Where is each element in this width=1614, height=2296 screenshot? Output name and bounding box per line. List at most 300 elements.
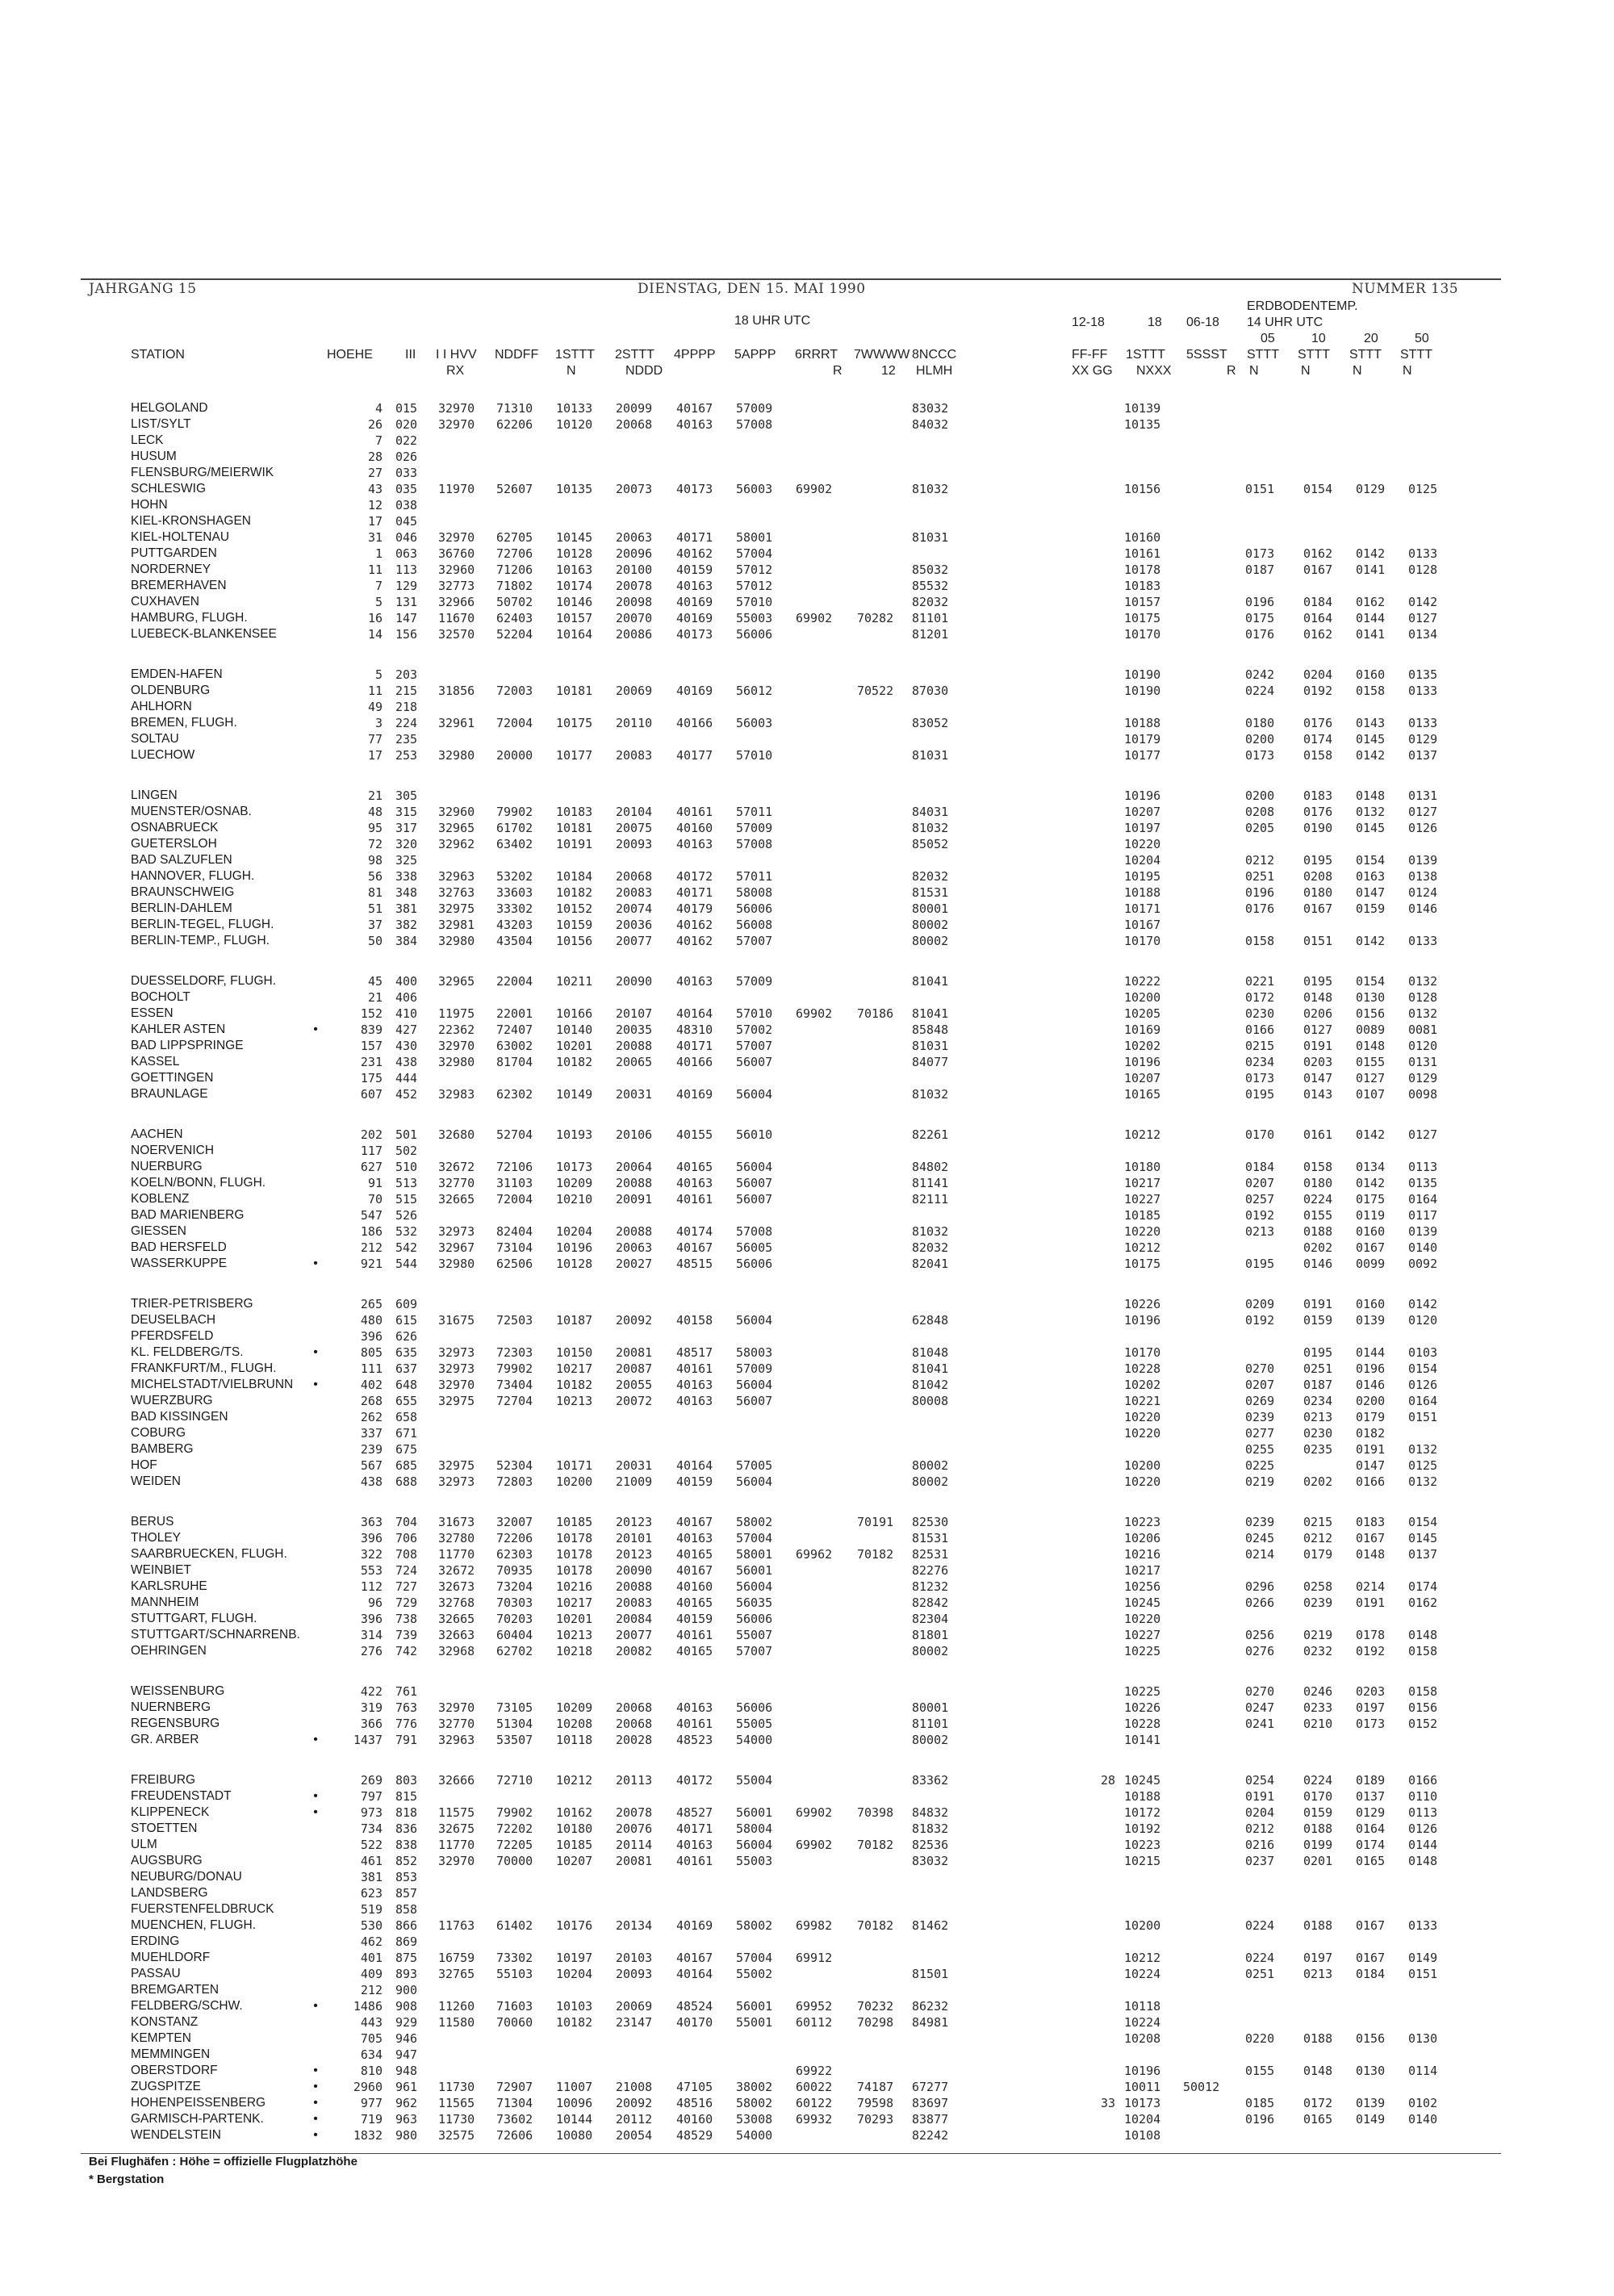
table-row xyxy=(0,1006,1614,1022)
synop-group: 20107 xyxy=(616,1006,653,1021)
station-height: 1 xyxy=(374,546,383,561)
extra-group: 10207 xyxy=(1124,805,1161,819)
station-height: 5 xyxy=(374,667,383,682)
synop-group: 10128 xyxy=(556,1257,593,1271)
synop-group: 57008 xyxy=(736,417,773,432)
synop-group: 20076 xyxy=(616,1821,653,1836)
station-height: 462 xyxy=(360,1934,383,1949)
station-name: HOHENPEISSENBERG xyxy=(131,2096,266,2110)
synop-group: 20000 xyxy=(496,748,533,763)
station-name: ESSEN xyxy=(131,1006,174,1020)
station-id: 727 xyxy=(395,1579,418,1594)
synop-group: 32970 xyxy=(438,1700,475,1715)
station-height: 56 xyxy=(367,869,383,884)
table-row xyxy=(0,1643,1614,1659)
station-id: 224 xyxy=(395,716,418,730)
station-id: 382 xyxy=(395,918,418,932)
synop-group: 40169 xyxy=(676,595,713,609)
soil-temp: 0239 xyxy=(1303,1595,1333,1610)
synop-group: 20070 xyxy=(616,611,653,625)
soil-temp: 0126 xyxy=(1408,1821,1438,1836)
synop-group: 40161 xyxy=(676,1361,713,1376)
soil-temp: 0117 xyxy=(1408,1208,1438,1223)
station-height: 7 xyxy=(374,579,383,593)
soil-temp: 0195 xyxy=(1303,1345,1333,1360)
synop-group: 81032 xyxy=(912,1224,949,1239)
soil-temp: 0127 xyxy=(1408,805,1438,819)
synop-group: 40171 xyxy=(676,1821,713,1836)
station-id: 501 xyxy=(395,1127,418,1142)
footnote-mountain: * Bergstation xyxy=(89,2173,165,2186)
station-name: KL. FELDBERG/TS. xyxy=(131,1345,244,1359)
col-nxxx: NXXX xyxy=(1136,364,1172,378)
synop-group: 70060 xyxy=(496,2015,533,2030)
soil-temp: 0143 xyxy=(1356,716,1386,730)
synop-group: 10178 xyxy=(556,1531,593,1545)
station-name: REGENSBURG xyxy=(131,1717,220,1730)
synop-group: 10207 xyxy=(556,1854,593,1868)
synop-group: 10103 xyxy=(556,1999,593,2014)
soil-temp: 0184 xyxy=(1303,595,1333,609)
station-height: 627 xyxy=(360,1160,383,1174)
station-name: BAD MARIENBERG xyxy=(131,1208,245,1222)
station-name: EMDEN-HAFEN xyxy=(131,667,223,681)
soil-temp: 0159 xyxy=(1303,1313,1333,1328)
synop-group: 20123 xyxy=(616,1547,653,1562)
synop-group: 10181 xyxy=(556,684,593,698)
soil-temp: 0180 xyxy=(1303,885,1333,900)
synop-group: 40167 xyxy=(676,1951,713,1965)
extra-group: 10165 xyxy=(1124,1087,1161,1102)
synop-group: 85848 xyxy=(912,1023,949,1037)
soil-temp: 0133 xyxy=(1408,1918,1438,1933)
table-row xyxy=(0,933,1614,949)
table-row xyxy=(0,820,1614,836)
station-name: MUENSTER/OSNAB. xyxy=(131,805,252,818)
synop-group: 56001 xyxy=(736,1805,773,1820)
synop-group: 62403 xyxy=(496,611,533,625)
synop-group: 70303 xyxy=(496,1595,533,1610)
station-height: 623 xyxy=(360,1886,383,1901)
synop-group: 70182 xyxy=(857,1918,894,1933)
table-row xyxy=(0,804,1614,820)
station-id: 857 xyxy=(395,1886,418,1901)
soil-temp: 0129 xyxy=(1356,482,1386,496)
station-id: 129 xyxy=(395,579,418,593)
station-height: 70 xyxy=(367,1192,383,1207)
station-name: STUTTGART/SCHNARRENB. xyxy=(131,1628,300,1641)
soil-temp: 0137 xyxy=(1408,748,1438,763)
table-row xyxy=(0,1546,1614,1562)
synop-group: 11007 xyxy=(556,2080,593,2094)
station-name: WENDELSTEIN xyxy=(131,2128,221,2142)
synop-group: 56005 xyxy=(736,1240,773,1255)
synop-group: 47105 xyxy=(676,2080,713,2094)
synop-group: 73104 xyxy=(496,1240,533,1255)
extra-group: 33 xyxy=(1100,2096,1115,2110)
extra-group: 10245 xyxy=(1124,1773,1161,1788)
extra-group: 10196 xyxy=(1124,788,1161,803)
station-name: WEIDEN xyxy=(131,1474,181,1488)
col-n-20: N xyxy=(1353,364,1362,378)
soil-temp: 0184 xyxy=(1245,1160,1275,1174)
soil-temp: 0144 xyxy=(1408,1838,1438,1852)
synop-group: 82304 xyxy=(912,1612,949,1626)
extra-group: 10216 xyxy=(1124,1547,1161,1562)
synop-group: 10174 xyxy=(556,579,593,593)
soil-temp: 0233 xyxy=(1303,1700,1333,1715)
extra-group: 10161 xyxy=(1124,546,1161,561)
soil-temp: 0270 xyxy=(1245,1361,1275,1376)
synop-group: 52304 xyxy=(496,1458,533,1473)
synop-group: 20083 xyxy=(616,1595,653,1610)
soil-temp: 0139 xyxy=(1356,2096,1386,2110)
extra-group: 10196 xyxy=(1124,1313,1161,1328)
station-id: 671 xyxy=(395,1426,418,1441)
col-sttt-20: STTT xyxy=(1349,348,1382,362)
synop-group: 60404 xyxy=(496,1628,533,1642)
table-row xyxy=(0,2111,1614,2127)
station-id: 147 xyxy=(395,611,418,625)
col-2sttt: 2STTT xyxy=(615,348,654,362)
soil-temp: 0179 xyxy=(1303,1547,1333,1562)
synop-group: 58002 xyxy=(736,2096,773,2110)
soil-temp: 0176 xyxy=(1245,627,1275,642)
synop-group: 40161 xyxy=(676,805,713,819)
soil-temp: 0125 xyxy=(1408,482,1438,496)
synop-group: 10156 xyxy=(556,934,593,948)
synop-group: 57011 xyxy=(736,869,773,884)
synop-group: 40172 xyxy=(676,1773,713,1788)
synop-group: 20069 xyxy=(616,684,653,698)
issue-date: DIENSTAG, DEN 15. MAI 1990 xyxy=(638,281,866,297)
synop-group: 32965 xyxy=(438,974,475,989)
synop-group: 40163 xyxy=(676,837,713,851)
synop-group: 73204 xyxy=(496,1579,533,1594)
synop-group: 61702 xyxy=(496,821,533,835)
soil-temp: 0143 xyxy=(1303,1087,1333,1102)
station-id: 791 xyxy=(395,1733,418,1747)
soil-temp: 0151 xyxy=(1303,934,1333,948)
col-sttt-50: STTT xyxy=(1400,348,1432,362)
col-5ssst: 5SSST xyxy=(1186,348,1227,362)
synop-group: 20063 xyxy=(616,530,653,545)
table-row xyxy=(0,1296,1614,1312)
synop-group: 10178 xyxy=(556,1563,593,1578)
synop-group: 32962 xyxy=(438,837,475,851)
station-name: OEHRINGEN xyxy=(131,1644,207,1658)
station-name: LINGEN xyxy=(131,788,178,802)
station-name: OLDENBURG xyxy=(131,684,211,697)
station-id: 315 xyxy=(395,805,418,819)
synop-group: 40160 xyxy=(676,821,713,835)
synop-group: 72606 xyxy=(496,2128,533,2143)
extra-group: 10205 xyxy=(1124,1006,1161,1021)
station-height: 973 xyxy=(360,1805,383,1820)
synop-group: 10209 xyxy=(556,1176,593,1190)
soil-temp: 0138 xyxy=(1408,869,1438,884)
soil-temp: 0126 xyxy=(1408,1378,1438,1392)
synop-group: 52704 xyxy=(496,1127,533,1142)
station-height: 31 xyxy=(367,530,383,545)
soil-temp: 0132 xyxy=(1408,974,1438,989)
synop-group: 32770 xyxy=(438,1176,475,1190)
synop-group: 48516 xyxy=(676,2096,713,2110)
synop-group: 10144 xyxy=(556,2112,593,2127)
soil-temp: 0215 xyxy=(1303,1515,1333,1529)
soil-temp: 0145 xyxy=(1356,821,1386,835)
synop-group: 72706 xyxy=(496,546,533,561)
extra-group: 10228 xyxy=(1124,1361,1161,1376)
synop-group: 10096 xyxy=(556,2096,593,2110)
station-height: 401 xyxy=(360,1951,383,1965)
synop-group: 32973 xyxy=(438,1361,475,1376)
station-height: 276 xyxy=(360,1644,383,1658)
synop-group: 83362 xyxy=(912,1773,949,1788)
soil-temp: 0197 xyxy=(1356,1700,1386,1715)
synop-group: 32780 xyxy=(438,1531,475,1545)
station-height: 152 xyxy=(360,1006,383,1021)
synop-group: 10201 xyxy=(556,1039,593,1053)
soil-temp: 0204 xyxy=(1245,1805,1275,1820)
station-height: 530 xyxy=(360,1918,383,1933)
synop-group: 69912 xyxy=(796,1951,833,1965)
station-name: KOELN/BONN, FLUGH. xyxy=(131,1176,266,1190)
soil-temp: 0133 xyxy=(1408,934,1438,948)
station-id: 513 xyxy=(395,1176,418,1190)
station-name: DUESSELDORF, FLUGH. xyxy=(131,974,277,988)
synop-group: 81031 xyxy=(912,1039,949,1053)
table-row xyxy=(0,546,1614,562)
synop-group: 20088 xyxy=(616,1579,653,1594)
synop-group: 40161 xyxy=(676,1854,713,1868)
soil-temp: 0242 xyxy=(1245,667,1275,682)
synop-group: 81462 xyxy=(912,1918,949,1933)
station-name: NEUBURG/DONAU xyxy=(131,1870,242,1884)
synop-group: 20078 xyxy=(616,579,653,593)
synop-group: 70232 xyxy=(857,1999,894,2014)
mountain-station-marker: • xyxy=(313,2096,318,2110)
synop-group: 11770 xyxy=(438,1547,475,1562)
soil-temp: 0202 xyxy=(1303,1474,1333,1489)
synop-group: 10217 xyxy=(556,1361,593,1376)
station-name: BREMERHAVEN xyxy=(131,579,227,592)
synop-group: 40161 xyxy=(676,1192,713,1207)
synop-group: 40164 xyxy=(676,1967,713,1981)
station-height: 319 xyxy=(360,1700,383,1715)
soil-temp: 0146 xyxy=(1303,1257,1333,1271)
synop-group: 31675 xyxy=(438,1313,475,1328)
soil-temp: 0142 xyxy=(1356,546,1386,561)
synop-group: 54000 xyxy=(736,2128,773,2143)
soil-temp: 0162 xyxy=(1303,627,1333,642)
extra-group: 10220 xyxy=(1124,1474,1161,1489)
soil-temp: 0137 xyxy=(1408,1547,1438,1562)
soil-temp: 0232 xyxy=(1303,1644,1333,1658)
soil-temp: 0167 xyxy=(1303,562,1333,577)
soil-temp: 0164 xyxy=(1303,611,1333,625)
soil-temp: 0224 xyxy=(1245,1918,1275,1933)
mountain-station-marker: • xyxy=(313,1999,318,2013)
extra-group: 10156 xyxy=(1124,482,1161,496)
table-row xyxy=(0,1159,1614,1175)
synop-group: 55004 xyxy=(736,1773,773,1788)
synop-group: 20068 xyxy=(616,1700,653,1715)
synop-group: 10184 xyxy=(556,869,593,884)
station-height: 396 xyxy=(360,1612,383,1626)
synop-group: 79598 xyxy=(857,2096,894,2110)
soil-temp: 0133 xyxy=(1408,716,1438,730)
soil-temp: 0164 xyxy=(1408,1192,1438,1207)
soil-temp: 0175 xyxy=(1245,611,1275,625)
station-id: 637 xyxy=(395,1361,418,1376)
station-id: 908 xyxy=(395,1999,418,2014)
table-row xyxy=(0,2079,1614,2095)
synop-group: 10118 xyxy=(556,1733,593,1747)
synop-group: 32765 xyxy=(438,1967,475,1981)
synop-group: 20077 xyxy=(616,934,653,948)
soil-temp: 0187 xyxy=(1303,1378,1333,1392)
synop-group: 82032 xyxy=(912,595,949,609)
synop-group: 70398 xyxy=(857,1805,894,1820)
station-name: BAD KISSINGEN xyxy=(131,1410,228,1424)
synop-group: 32970 xyxy=(438,530,475,545)
synop-group: 32575 xyxy=(438,2128,475,2143)
soil-temp: 0174 xyxy=(1408,1579,1438,1594)
synop-group: 81032 xyxy=(912,821,949,835)
soil-temp: 0192 xyxy=(1356,1644,1386,1658)
station-height: 117 xyxy=(360,1144,383,1158)
station-id: 526 xyxy=(395,1208,418,1223)
synop-group: 70203 xyxy=(496,1612,533,1626)
synop-group: 85532 xyxy=(912,579,949,593)
station-id: 430 xyxy=(395,1039,418,1053)
station-name: HANNOVER, FLUGH. xyxy=(131,869,255,883)
station-height: 91 xyxy=(367,1176,383,1190)
station-id: 235 xyxy=(395,732,418,747)
station-id: 761 xyxy=(395,1684,418,1699)
station-id: 948 xyxy=(395,2064,418,2078)
station-name: BERLIN-DAHLEM xyxy=(131,901,232,915)
synop-group: 40162 xyxy=(676,546,713,561)
table-row xyxy=(0,1700,1614,1716)
soil-temp: 0191 xyxy=(1303,1297,1333,1311)
soil-temp: 0191 xyxy=(1356,1595,1386,1610)
soil-temp: 0258 xyxy=(1303,1579,1333,1594)
station-id: 858 xyxy=(395,1902,418,1917)
soil-temp: 0160 xyxy=(1356,667,1386,682)
table-row xyxy=(0,449,1614,465)
station-id: 063 xyxy=(395,546,418,561)
soil-temp: 0145 xyxy=(1408,1531,1438,1545)
col-sttt-10: STTT xyxy=(1298,348,1330,362)
table-row xyxy=(0,699,1614,715)
synop-group: 20027 xyxy=(616,1257,653,1271)
station-name: MEMMINGEN xyxy=(131,2047,211,2061)
synop-group: 32960 xyxy=(438,562,475,577)
soil-temp: 0151 xyxy=(1408,1410,1438,1424)
station-name: KOBLENZ xyxy=(131,1192,190,1206)
col-hvv: I I HVV xyxy=(436,348,477,362)
soil-temp: 0154 xyxy=(1303,482,1333,496)
synop-group: 10200 xyxy=(556,1474,593,1489)
station-id: 853 xyxy=(395,1870,418,1884)
soil-temp: 0245 xyxy=(1245,1531,1275,1545)
table-row xyxy=(0,1377,1614,1393)
synop-group: 81531 xyxy=(912,1531,949,1545)
table-row xyxy=(0,1312,1614,1328)
synop-group: 20072 xyxy=(616,1394,653,1408)
soil-temp: 0152 xyxy=(1408,1717,1438,1731)
table-row xyxy=(0,1788,1614,1805)
col-4pppp: 4PPPP xyxy=(674,348,716,362)
synop-group: 81801 xyxy=(912,1628,949,1642)
station-id: 015 xyxy=(395,401,418,416)
synop-group: 32665 xyxy=(438,1192,475,1207)
synop-group: 40155 xyxy=(676,1127,713,1142)
synop-group: 20077 xyxy=(616,1628,653,1642)
soil-temp: 0189 xyxy=(1356,1773,1386,1788)
station-name: GIESSEN xyxy=(131,1224,186,1238)
soil-temp: 0154 xyxy=(1356,853,1386,868)
station-id: 452 xyxy=(395,1087,418,1102)
col-12: 12 xyxy=(881,364,896,378)
synop-group: 61402 xyxy=(496,1918,533,1933)
table-row xyxy=(0,1022,1614,1038)
synop-group: 80008 xyxy=(912,1394,949,1408)
table-row xyxy=(0,1345,1614,1361)
table-row xyxy=(0,1821,1614,1837)
station-height: 239 xyxy=(360,1442,383,1457)
station-id: 026 xyxy=(395,450,418,464)
synop-group: 10185 xyxy=(556,1515,593,1529)
synop-group: 40169 xyxy=(676,1087,713,1102)
station-height: 96 xyxy=(367,1595,383,1610)
soil-temp: 0196 xyxy=(1245,595,1275,609)
synop-group: 20081 xyxy=(616,1345,653,1360)
synop-group: 40163 xyxy=(676,974,713,989)
station-height: 3 xyxy=(374,716,383,730)
synop-group: 20093 xyxy=(616,1967,653,1981)
station-height: 810 xyxy=(360,2064,383,2078)
synop-group: 82261 xyxy=(912,1127,949,1142)
station-id: 317 xyxy=(395,821,418,835)
soil-temp: 0151 xyxy=(1408,1967,1438,1981)
synop-group: 10201 xyxy=(556,1612,593,1626)
synop-group: 10193 xyxy=(556,1127,593,1142)
station-name: KASSEL xyxy=(131,1055,180,1069)
synop-group: 32672 xyxy=(438,1563,475,1578)
synop-group: 72710 xyxy=(496,1773,533,1788)
soil-temp: 0213 xyxy=(1245,1224,1275,1239)
soil-temp: 0192 xyxy=(1303,684,1333,698)
extra-group: 10188 xyxy=(1124,716,1161,730)
table-row xyxy=(0,1579,1614,1595)
soil-temp: 0137 xyxy=(1356,1789,1386,1804)
synop-group: 40163 xyxy=(676,1700,713,1715)
station-name: FREIBURG xyxy=(131,1773,196,1787)
station-id: 131 xyxy=(395,595,418,609)
soil-temp: 0256 xyxy=(1245,1628,1275,1642)
period-12-18: 12-18 xyxy=(1072,316,1105,329)
synop-group: 83032 xyxy=(912,401,949,416)
synop-group: 20088 xyxy=(616,1224,653,1239)
soil-temp: 0197 xyxy=(1303,1951,1333,1965)
synop-group: 40170 xyxy=(676,2015,713,2030)
synop-group: 56008 xyxy=(736,918,773,932)
synop-group: 56003 xyxy=(736,716,773,730)
soil-temp: 0128 xyxy=(1408,562,1438,577)
